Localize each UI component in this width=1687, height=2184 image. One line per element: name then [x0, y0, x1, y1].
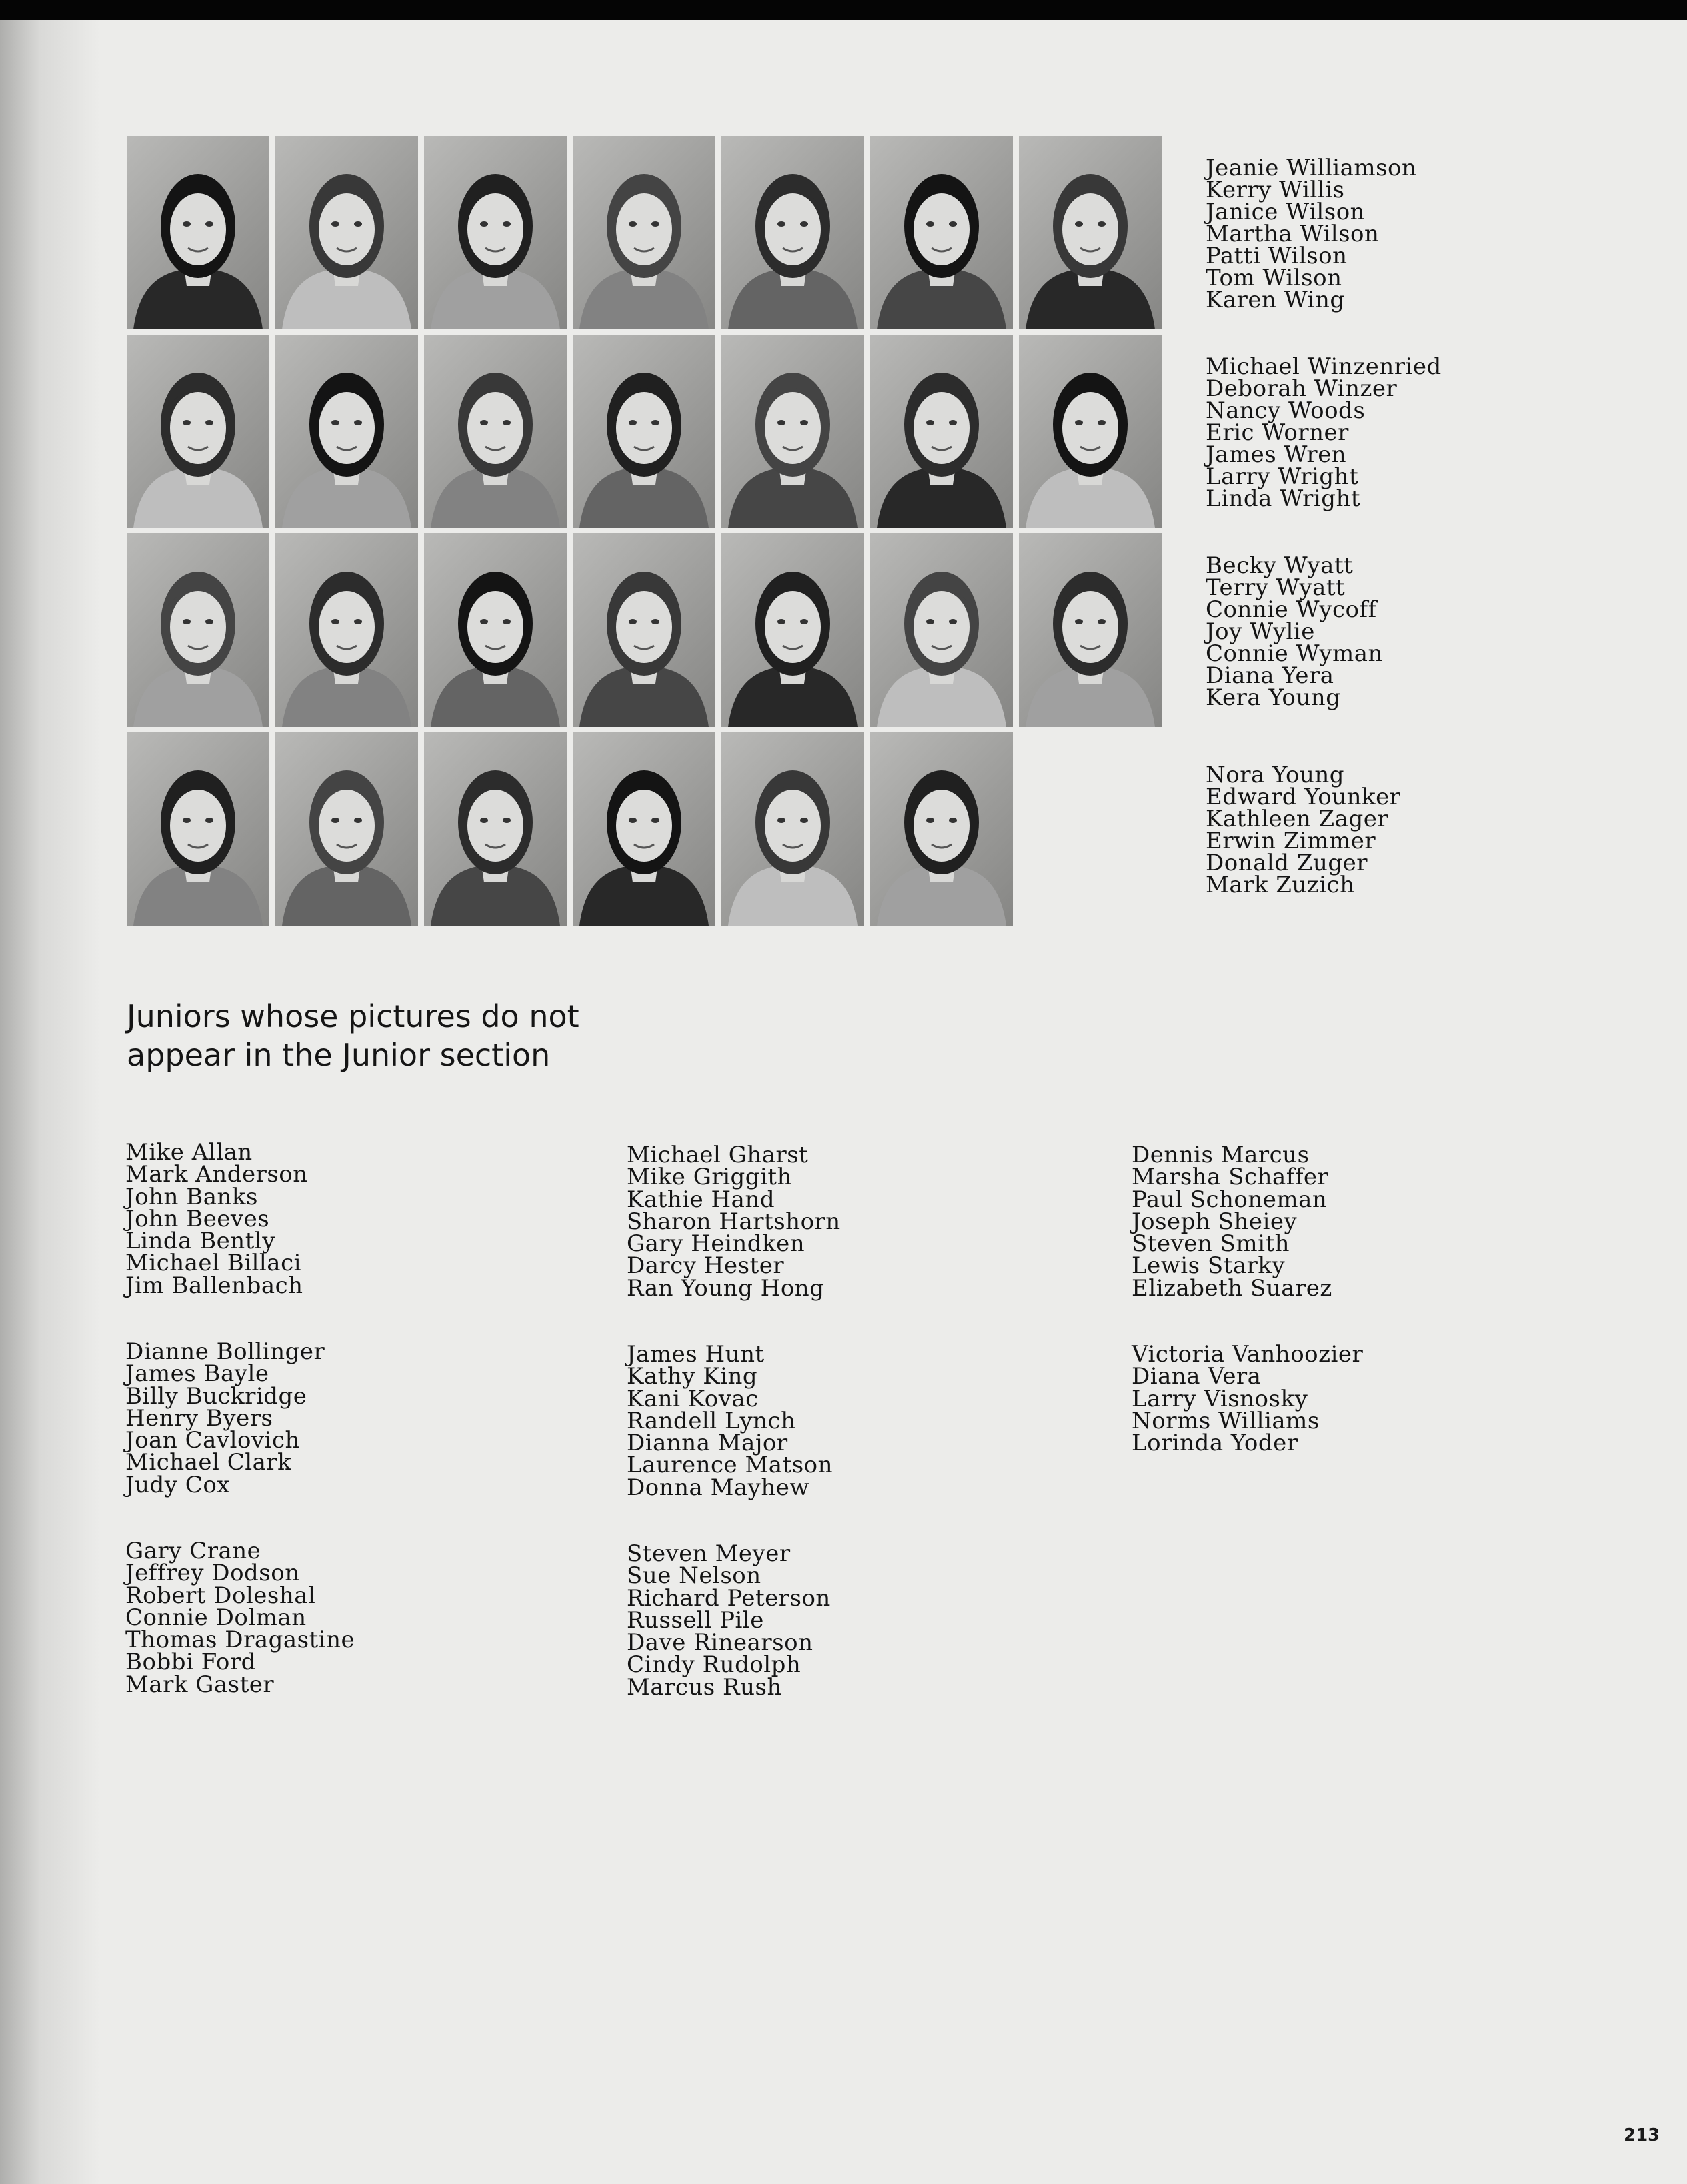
student-portrait	[870, 335, 1013, 528]
student-portrait	[424, 136, 567, 329]
portrait-names-row-3	[1206, 552, 1383, 711]
portrait-names-row-1	[1206, 157, 1416, 311]
name-entry: Marsha Schaffer	[1132, 1164, 1329, 1191]
name-group	[125, 1139, 308, 1299]
heading-line: Juniors whose pictures do not	[127, 998, 579, 1034]
student-portrait	[275, 136, 418, 329]
portrait-name: Nora Young	[1206, 762, 1345, 788]
student-portrait	[573, 533, 715, 727]
student-portrait	[127, 136, 269, 329]
student-portrait	[870, 533, 1013, 727]
name-entry: Diana Vera	[1132, 1363, 1262, 1390]
portrait-name: Diana Yera	[1206, 662, 1334, 689]
name-entry: Norms Williams	[1132, 1407, 1320, 1434]
student-portrait	[573, 136, 715, 329]
name-entry: Bobbi Ford	[125, 1649, 256, 1676]
student-portrait	[424, 335, 567, 528]
name-entry: Dave Rinearson	[627, 1629, 813, 1657]
name-entry: Steven Smith	[1132, 1230, 1290, 1258]
name-entry: Michael Billaci	[125, 1250, 301, 1277]
name-entry: Larry Visnosky	[1132, 1385, 1308, 1412]
name-entry: Connie Dolman	[125, 1604, 307, 1631]
name-entry: Michael Clark	[125, 1449, 292, 1476]
name-group	[1132, 1341, 1364, 1457]
name-entry: Darcy Hester	[627, 1252, 785, 1280]
student-portrait	[573, 732, 715, 926]
name-entry: Robert Doleshal	[125, 1582, 316, 1609]
name-entry: Elizabeth Suarez	[1132, 1274, 1332, 1302]
name-entry: Mark Gaster	[125, 1671, 275, 1698]
name-entry: Dennis Marcus	[1132, 1142, 1310, 1168]
portrait-names-row-4	[1206, 764, 1401, 896]
portrait-name: Becky Wyatt	[1206, 552, 1354, 579]
portrait-name: Patti Wilson	[1206, 243, 1348, 269]
name-entry: Steven Meyer	[627, 1540, 791, 1567]
name-entry: Mike Allan	[125, 1139, 253, 1166]
name-group	[627, 1144, 841, 1300]
name-entry: Gary Heindken	[627, 1230, 805, 1258]
name-entry: Billy Buckridge	[125, 1382, 307, 1410]
portrait-name: Deborah Winzer	[1206, 375, 1398, 402]
name-entry: Ran Young Hong	[627, 1274, 825, 1302]
student-portrait	[870, 732, 1013, 926]
name-entry: Lewis Starky	[1132, 1252, 1286, 1280]
name-entry: Kathy King	[627, 1363, 758, 1390]
portrait-name: Kera Young	[1206, 684, 1341, 711]
portrait-name: Kathleen Zager	[1206, 806, 1389, 832]
portrait-grid	[127, 136, 1167, 934]
name-entry: John Banks	[125, 1183, 258, 1210]
name-entry: Gary Crane	[125, 1538, 261, 1564]
name-entry: Thomas Dragastine	[125, 1626, 355, 1654]
student-portrait	[721, 136, 864, 329]
name-entry: Jim Ballenbach	[125, 1272, 303, 1299]
portrait-name: Eric Worner	[1206, 419, 1349, 446]
name-entry: Dianne Bollinger	[125, 1338, 325, 1365]
name-entry: Lorinda Yoder	[1132, 1430, 1298, 1457]
name-entry: Sue Nelson	[627, 1562, 761, 1590]
name-entry: Victoria Vanhoozier	[1132, 1341, 1364, 1368]
student-portrait	[275, 732, 418, 926]
name-entry: Randell Lynch	[627, 1407, 796, 1434]
student-portrait	[275, 335, 418, 528]
portrait-name: Tom Wilson	[1206, 265, 1342, 291]
student-portrait	[275, 533, 418, 727]
student-portrait	[424, 533, 567, 727]
portrait-name: Joy Wylie	[1206, 618, 1315, 645]
name-entry: Dianna Major	[627, 1430, 788, 1457]
heading-line: appear in the Junior section	[127, 1037, 551, 1073]
name-entry: Joan Cavlovich	[125, 1427, 300, 1454]
portrait-name: Karen Wing	[1206, 287, 1345, 313]
name-entry: Marcus Rush	[627, 1673, 782, 1701]
student-portrait	[721, 335, 864, 528]
portrait-name: Nancy Woods	[1206, 397, 1366, 424]
student-portrait	[1019, 335, 1162, 528]
student-portrait	[127, 732, 269, 926]
name-entry: Jeffrey Dodson	[125, 1560, 300, 1587]
name-group	[627, 1540, 831, 1701]
name-entry: Linda Bently	[125, 1228, 275, 1255]
name-entry: John Beeves	[125, 1205, 270, 1232]
portrait-name: Martha Wilson	[1206, 221, 1380, 247]
portrait-name: Donald Zuger	[1206, 850, 1368, 876]
name-entry: Cindy Rudolph	[627, 1651, 801, 1679]
name-entry: Henry Byers	[125, 1404, 273, 1432]
name-entry: Paul Schoneman	[1132, 1186, 1328, 1213]
portrait-name: James Wren	[1206, 441, 1347, 468]
student-portrait	[127, 533, 269, 727]
student-portrait	[1019, 136, 1162, 329]
portrait-name: Connie Wyman	[1206, 640, 1383, 667]
name-entry: Joseph Sheiey	[1132, 1208, 1298, 1235]
portrait-name: Michael Winzenried	[1206, 353, 1442, 380]
name-entry: Donna Mayhew	[627, 1474, 810, 1501]
name-group	[125, 1540, 355, 1696]
student-portrait	[870, 136, 1013, 329]
student-portrait	[721, 732, 864, 926]
name-group	[627, 1341, 833, 1501]
portrait-name: Edward Younker	[1206, 784, 1401, 810]
name-entry: Michael Gharst	[627, 1142, 809, 1168]
name-entry: Russell Pile	[627, 1606, 764, 1634]
name-entry: Richard Peterson	[627, 1584, 831, 1612]
name-group	[1132, 1144, 1332, 1300]
section-heading	[127, 997, 727, 1074]
name-entry: Judy Cox	[125, 1471, 230, 1498]
name-entry: Laurence Matson	[627, 1452, 833, 1479]
name-group	[125, 1338, 325, 1498]
portrait-name: Mark Zuzich	[1206, 872, 1355, 898]
name-entry: James Bayle	[125, 1360, 269, 1388]
portrait-name: Janice Wilson	[1206, 199, 1366, 225]
student-portrait	[573, 335, 715, 528]
name-entry: Sharon Hartshorn	[627, 1208, 841, 1235]
name-entry: Mark Anderson	[125, 1161, 308, 1188]
portrait-name: Larry Wright	[1206, 463, 1359, 490]
name-entry: Mike Griggith	[627, 1164, 792, 1191]
portrait-name: Connie Wycoff	[1206, 596, 1377, 623]
portrait-name: Linda Wright	[1206, 485, 1361, 512]
student-portrait	[721, 533, 864, 727]
name-entry: James Hunt	[627, 1341, 765, 1368]
student-portrait	[1019, 533, 1162, 727]
portrait-name: Erwin Zimmer	[1206, 828, 1376, 854]
page-number: 213	[1624, 2125, 1660, 2145]
student-portrait	[424, 732, 567, 926]
portrait-name: Jeanie Williamson	[1206, 155, 1417, 181]
name-entry: Kathie Hand	[627, 1186, 775, 1213]
name-entry: Kani Kovac	[627, 1385, 759, 1412]
portrait-names-row-2	[1206, 353, 1442, 512]
portrait-name: Terry Wyatt	[1206, 574, 1346, 601]
portrait-name: Kerry Willis	[1206, 177, 1345, 203]
student-portrait	[127, 335, 269, 528]
